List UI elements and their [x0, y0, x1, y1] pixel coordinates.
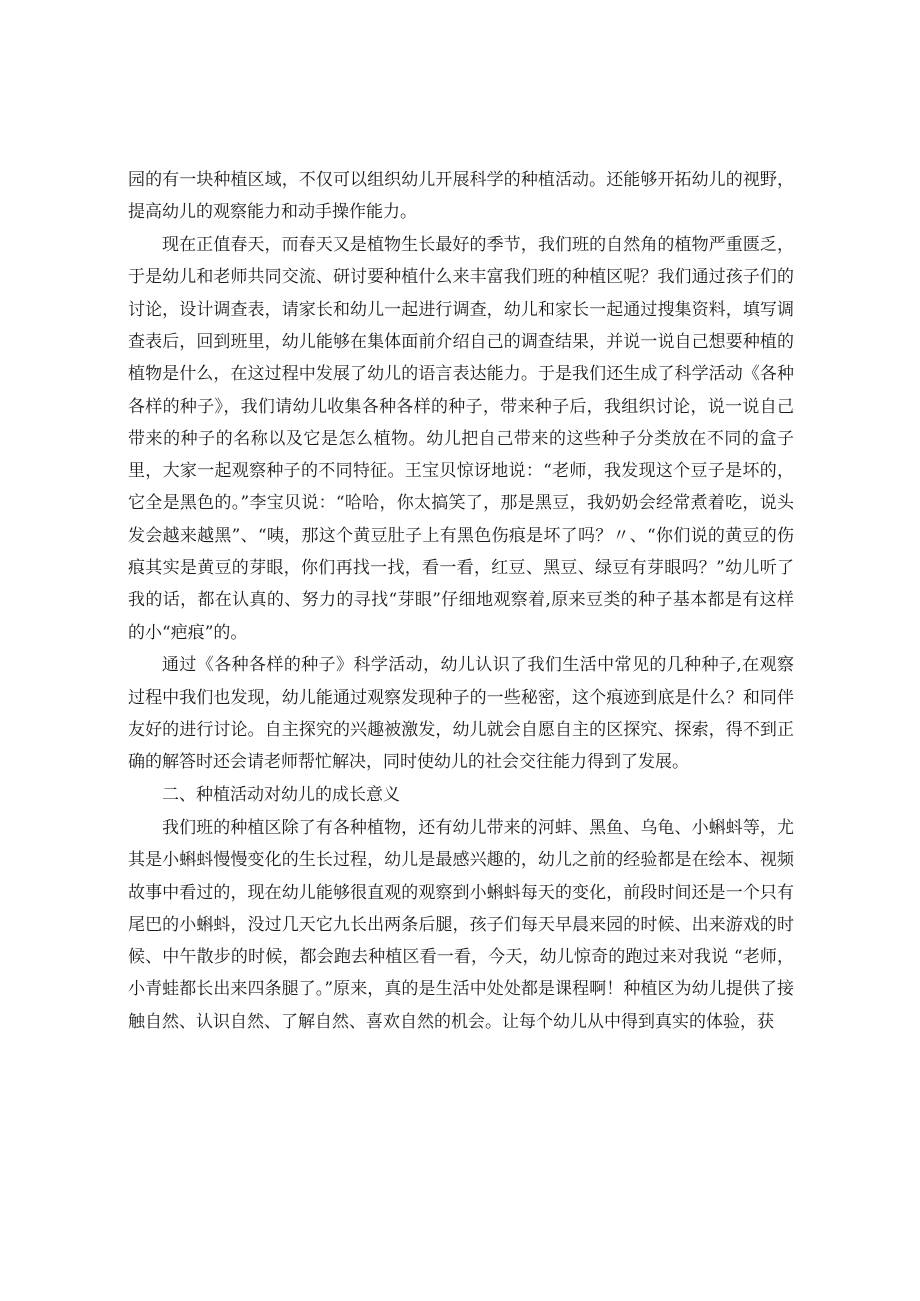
paragraph-seeds-activity-summary: 通过《各种各样的种子》科学活动，幼儿认识了我们生活中常见的几种种子,在观察过程中我们也发现，幼儿能通过观察发现种子的一些秘密，这个痕迹到底是什么？和同伴友好的进行讨论。自主探究的兴趣被激发，幼儿就会自愿自主的区探究、探索，得不到正确的解答时还会请老师帮忙解决，同时使幼儿的社会交往能力得到了发展。: [128, 655, 794, 773]
document-body: [128, 164, 794, 1039]
paragraph-spring-seeds-activity: 现在正值春天，而春天又是植物生长最好的季节，我们班的自然角的植物严重匮乏，于是幼儿和老师共同交流、研讨要种植什么来丰富我们班的种植区呢？我们通过孩子们的讨论，设计调查表，请家长和幼儿一起进行调查，幼儿和家长一起通过搜集资料，填写调查表后，回到班里，幼儿能够在集体面前介绍自己的调查结果，并说一说自己想要种植的植物是什么，在这过程中发展了幼儿的语言表达能力。于是我们还生成了科学活动《各种各样的种子》，我们请幼儿收集各种各样的种子，带来种子后，我组织讨论，说一说自己带来的种子的名称以及它是怎么植物。幼儿把自己带来的这些种子分类放在不同的盒子里，大家一起观察种子的不同特征。王宝贝惊讶地说：“老师，我发现这个豆子是坏的，它全是黑色的。”李宝贝说：“哈哈，你太搞笑了，那是黑豆，我奶奶会经常煮着吃，说头发会越来越黑”、“咦，那这个黄豆肚子上有黑色伤痕是坏了吗？〃、“你们说的黄豆的伤痕其实是黄豆的芽眼，你们再找一找，看一看，红豆、黑豆、绿豆有芽眼吗？”幼儿听了我的话，都在认真的、努力的寻找“芽眼”仔细地观察着,原来豆类的种子基本都是有这样的小“疤痕”的。: [128, 235, 794, 643]
section-heading-growth-significance: 二、种植活动对幼儿的成长意义: [162, 785, 400, 806]
paragraph-tadpole-observation: 我们班的种植区除了有各种植物，还有幼儿带来的河蚌、黑鱼、乌龟、小蝌蚪等，尤其是小蝌蚪慢慢变化的生长过程，幼儿是最感兴趣的，幼儿之前的经验都是在绘本、视频故事中看过的，现在幼儿能够很直观的观察到小蝌蚪每天的变化，前段时间还是一个只有尾巴的小蝌蚪，没过几天它九长出两条后腿，孩子们每天早晨来园的时候、出来游戏的时候、中午散步的时候，都会跑去种植区看一看，今天，幼儿惊奇的跑过来对我说 “老师，小青蛙都长出来四条腿了。”原来，真的是生活中处处都是课程啊！种植区为幼儿提供了接触自然、认识自然、了解自然、喜欢自然的机会。让每个幼儿从中得到真实的体验，获: [128, 817, 794, 1032]
paragraph-intro-continuation: 园的有一块种植区域，不仅可以组织幼儿开展科学的种植活动。还能够开拓幼儿的视野，提高幼儿的观察能力和动手操作能力。: [128, 170, 794, 223]
